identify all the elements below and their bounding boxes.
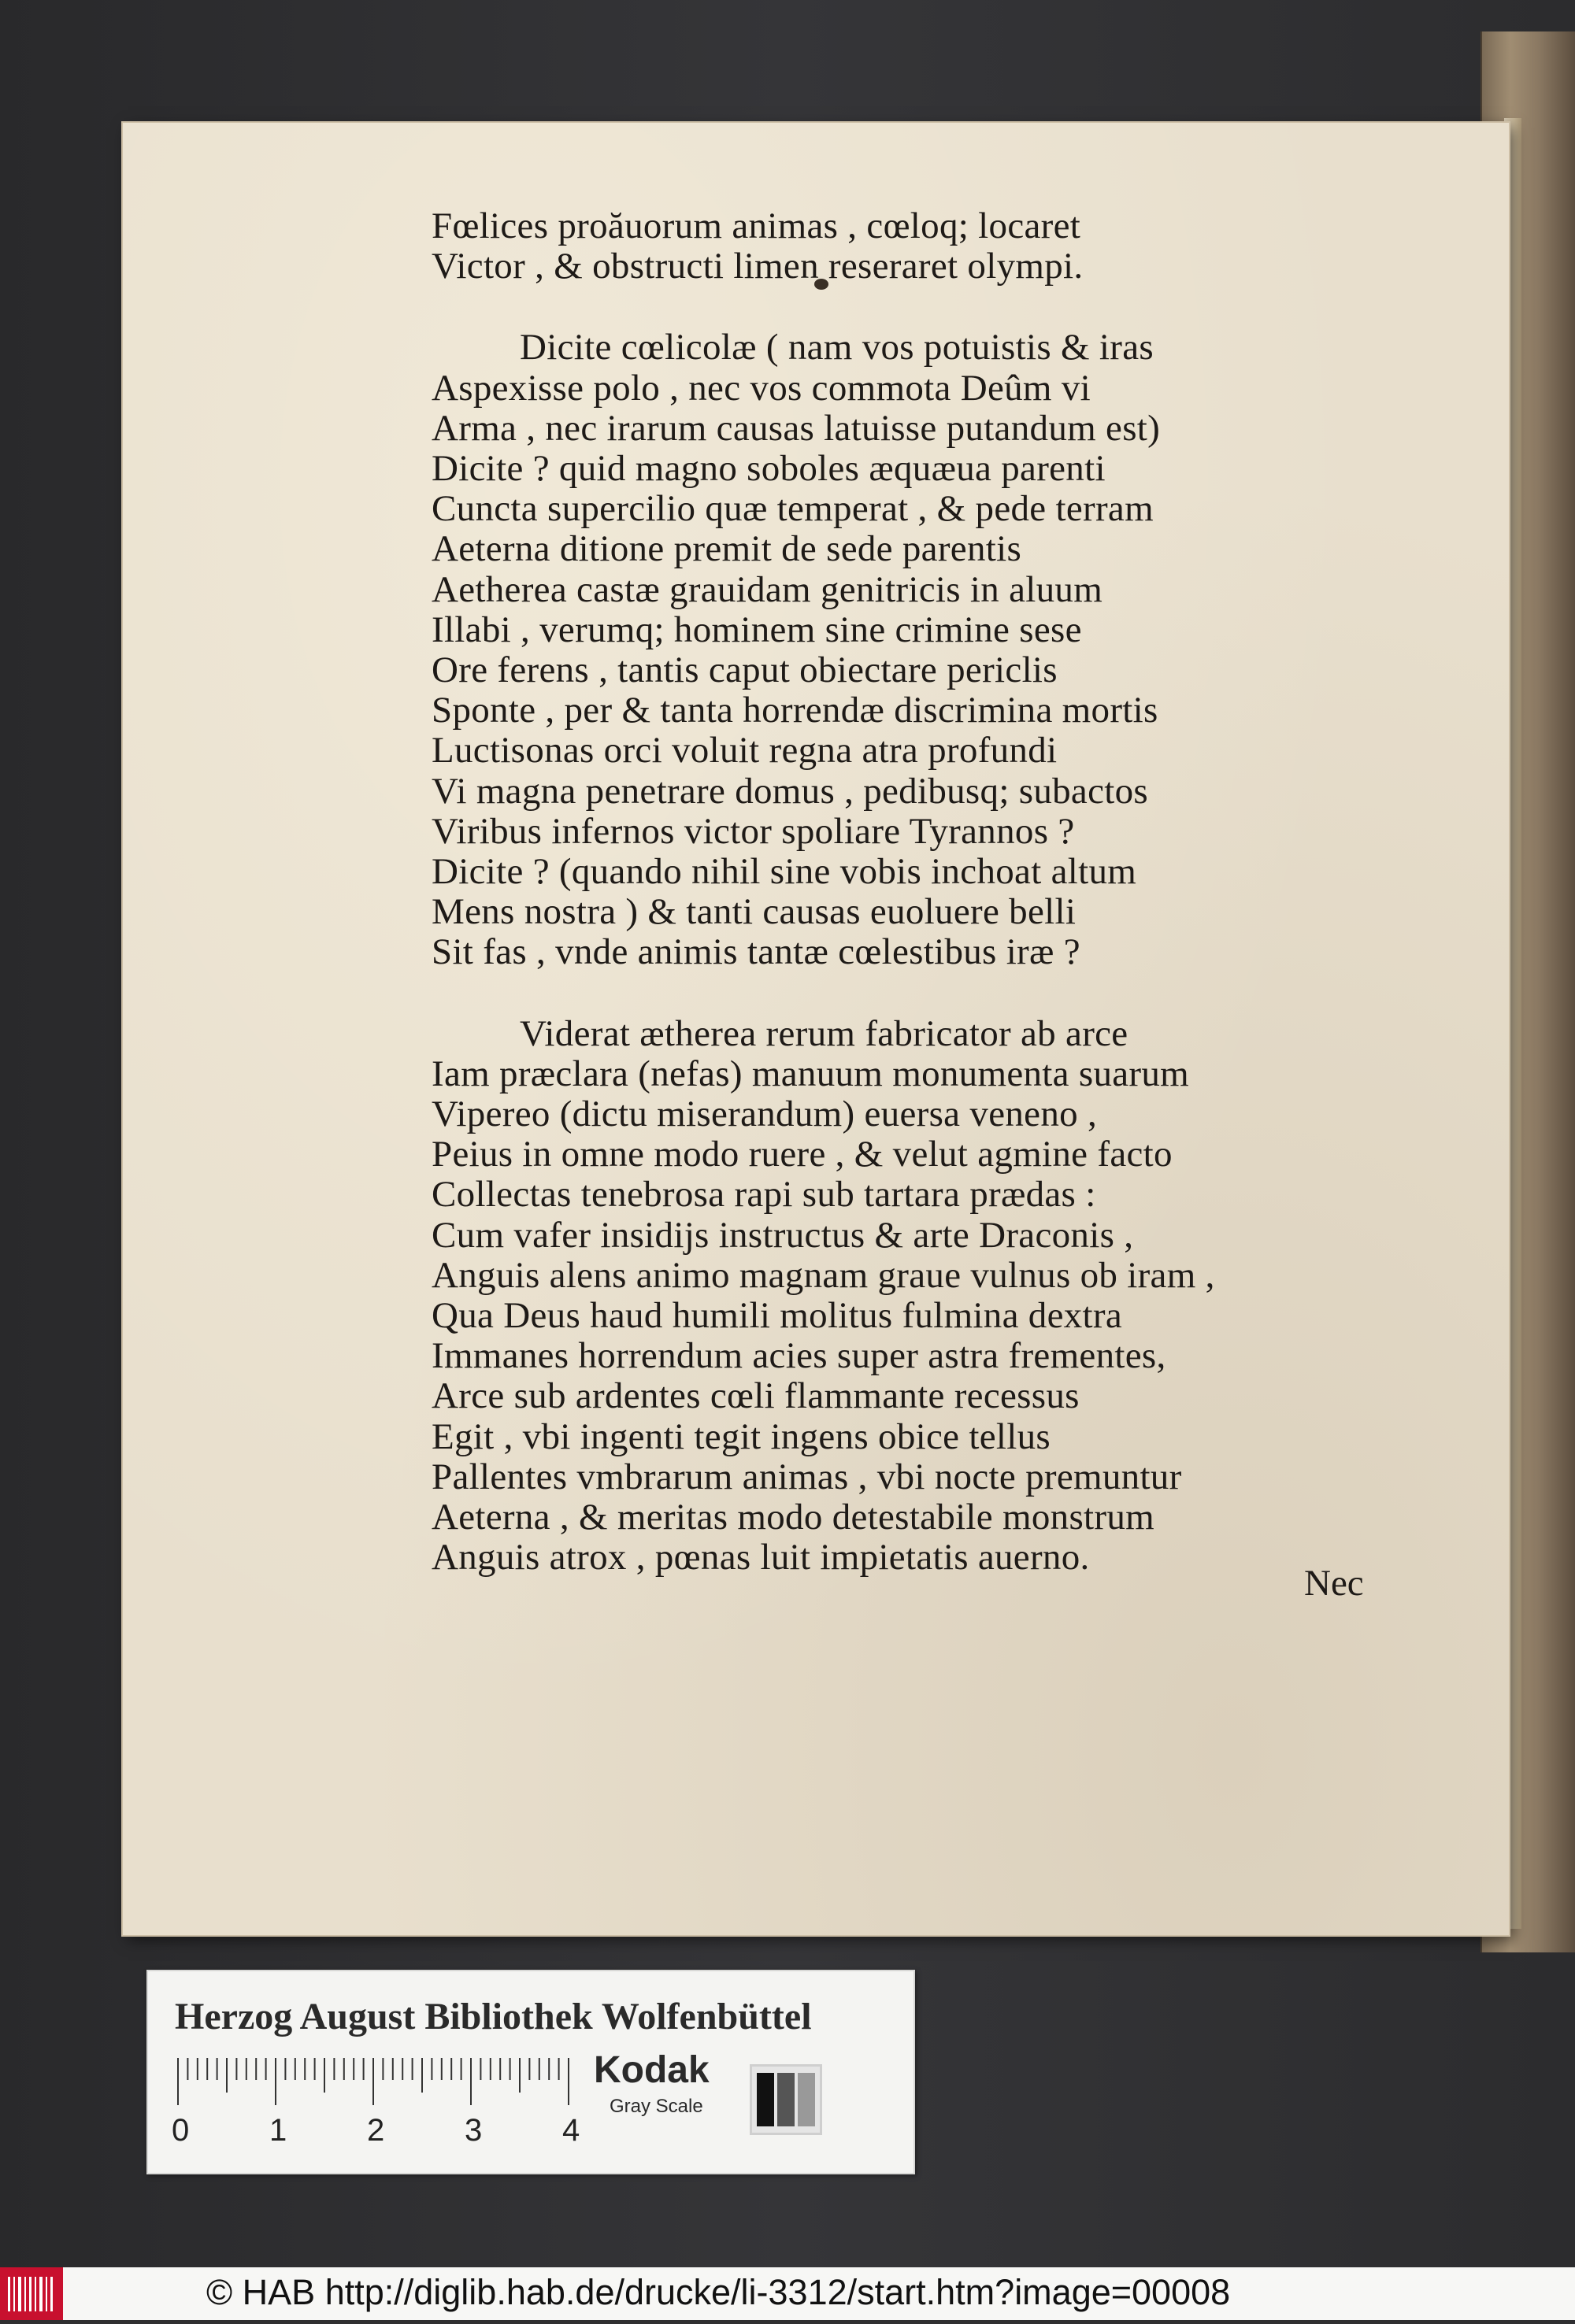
verse-line: Victor , & obstructi limen reseraret olympi. <box>432 246 1084 287</box>
verse-line: Anguis alens animo magnam graue vulnus ob iram , <box>432 1254 1215 1296</box>
barcode-icon <box>0 2267 63 2320</box>
ruler-number: 0 <box>172 2113 190 2148</box>
footer-bar <box>0 2267 1575 2320</box>
verse-line: Pallentes vmbrarum animas , vbi nocte premuntur <box>432 1456 1182 1497</box>
verse-line: Aeterna , & meritas modo detestabile monstrum <box>432 1497 1155 1538</box>
library-label <box>146 1970 915 2174</box>
verse-line: Sponte , per & tanta horrendæ discrimina mortis <box>432 690 1158 731</box>
verse-line: Iam præclara (nefas) manuum monumenta suarum <box>432 1053 1190 1094</box>
institution-name: Herzog August Bibliothek Wolfenbüttel <box>175 1996 812 2037</box>
verse-line: Aetherea castæ grauidam genitricis in aluum <box>432 568 1103 610</box>
verse-line: Arma , nec irarum causas latuisse putandum est) <box>432 407 1161 449</box>
verse-line: Peius in omne modo ruere , & velut agmine facto <box>432 1134 1173 1175</box>
kodak-subtitle: Gray Scale <box>610 2096 703 2117</box>
verse-line: Vi magna penetrare domus , pedibusq; subactos <box>432 770 1148 812</box>
verse-line: Cum vafer insidijs instructus & arte Draconis , <box>432 1214 1134 1256</box>
verse-line: Dicite ? (quando nihil sine vobis inchoat altum <box>432 851 1137 893</box>
ruler-number: 3 <box>465 2113 483 2148</box>
scale-ruler <box>176 2058 578 2108</box>
verse-line: Sit fas , vnde animis tantæ cœlestibus iræ ? <box>432 931 1080 973</box>
verse-line: Cuncta supercilio quæ temperat , & pede terram <box>432 488 1154 530</box>
verse-line: Aeterna ditione premit de sede parentis <box>432 528 1022 570</box>
swatch-black <box>757 2073 774 2126</box>
verse-line: Viderat ætherea rerum fabricator ab arce <box>520 1012 1128 1054</box>
verse-line: Immanes horrendum acies super astra frementes, <box>432 1335 1166 1377</box>
kodak-logo: Kodak <box>594 2049 710 2091</box>
ruler-number: 2 <box>367 2113 385 2148</box>
ruler-number: 1 <box>269 2113 287 2148</box>
verse-line: Qua Deus haud humili molitus fulmina dextra <box>432 1295 1123 1337</box>
swatch-mid-gray <box>798 2073 815 2126</box>
verse-line: Anguis atrox , pœnas luit impietatis auerno. <box>432 1537 1090 1578</box>
copyright-url: © HAB http://diglib.hab.de/drucke/li-3312/start.htm?image=00008 <box>206 2272 1231 2312</box>
verse-line: Ore ferens , tantis caput obiectare periclis <box>432 649 1058 691</box>
ruler-number: 4 <box>562 2113 580 2148</box>
verse-line: Egit , vbi ingenti tegit ingens obice tellus <box>432 1415 1051 1457</box>
verse-line: Mens nostra ) & tanti causas euoluere belli <box>432 891 1077 933</box>
swatch-dark-gray <box>777 2073 795 2126</box>
poem-text <box>432 206 1377 1578</box>
verse-line: Viribus infernos victor spoliare Tyrannos ? <box>432 810 1075 852</box>
verse-line: Collectas tenebrosa rapi sub tartara prædas : <box>432 1174 1096 1216</box>
verse-line: Vipereo (dictu miserandum) euersa veneno , <box>432 1094 1098 1135</box>
catchword: Nec <box>1304 1563 1364 1604</box>
verse-line: Illabi , verumq; hominem sine crimine sese <box>432 609 1082 650</box>
ruler-numbers <box>172 2113 581 2152</box>
verse-line: Arce sub ardentes cœli flammante recessus <box>432 1375 1080 1417</box>
verse-line: Aspexisse polo , nec vos commota Deûm vi <box>432 367 1091 409</box>
verse-line: Fœlices proăuorum animas , cœloq; locaret <box>432 205 1081 246</box>
verse-line: Dicite cœlicolæ ( nam vos potuistis & iras <box>520 327 1154 368</box>
gray-scale-swatches <box>750 2064 822 2135</box>
verse-line: Dicite ? quid magno soboles æquæua parenti <box>432 448 1106 490</box>
verse-line: Luctisonas orci voluit regna atra profundi <box>432 730 1058 772</box>
